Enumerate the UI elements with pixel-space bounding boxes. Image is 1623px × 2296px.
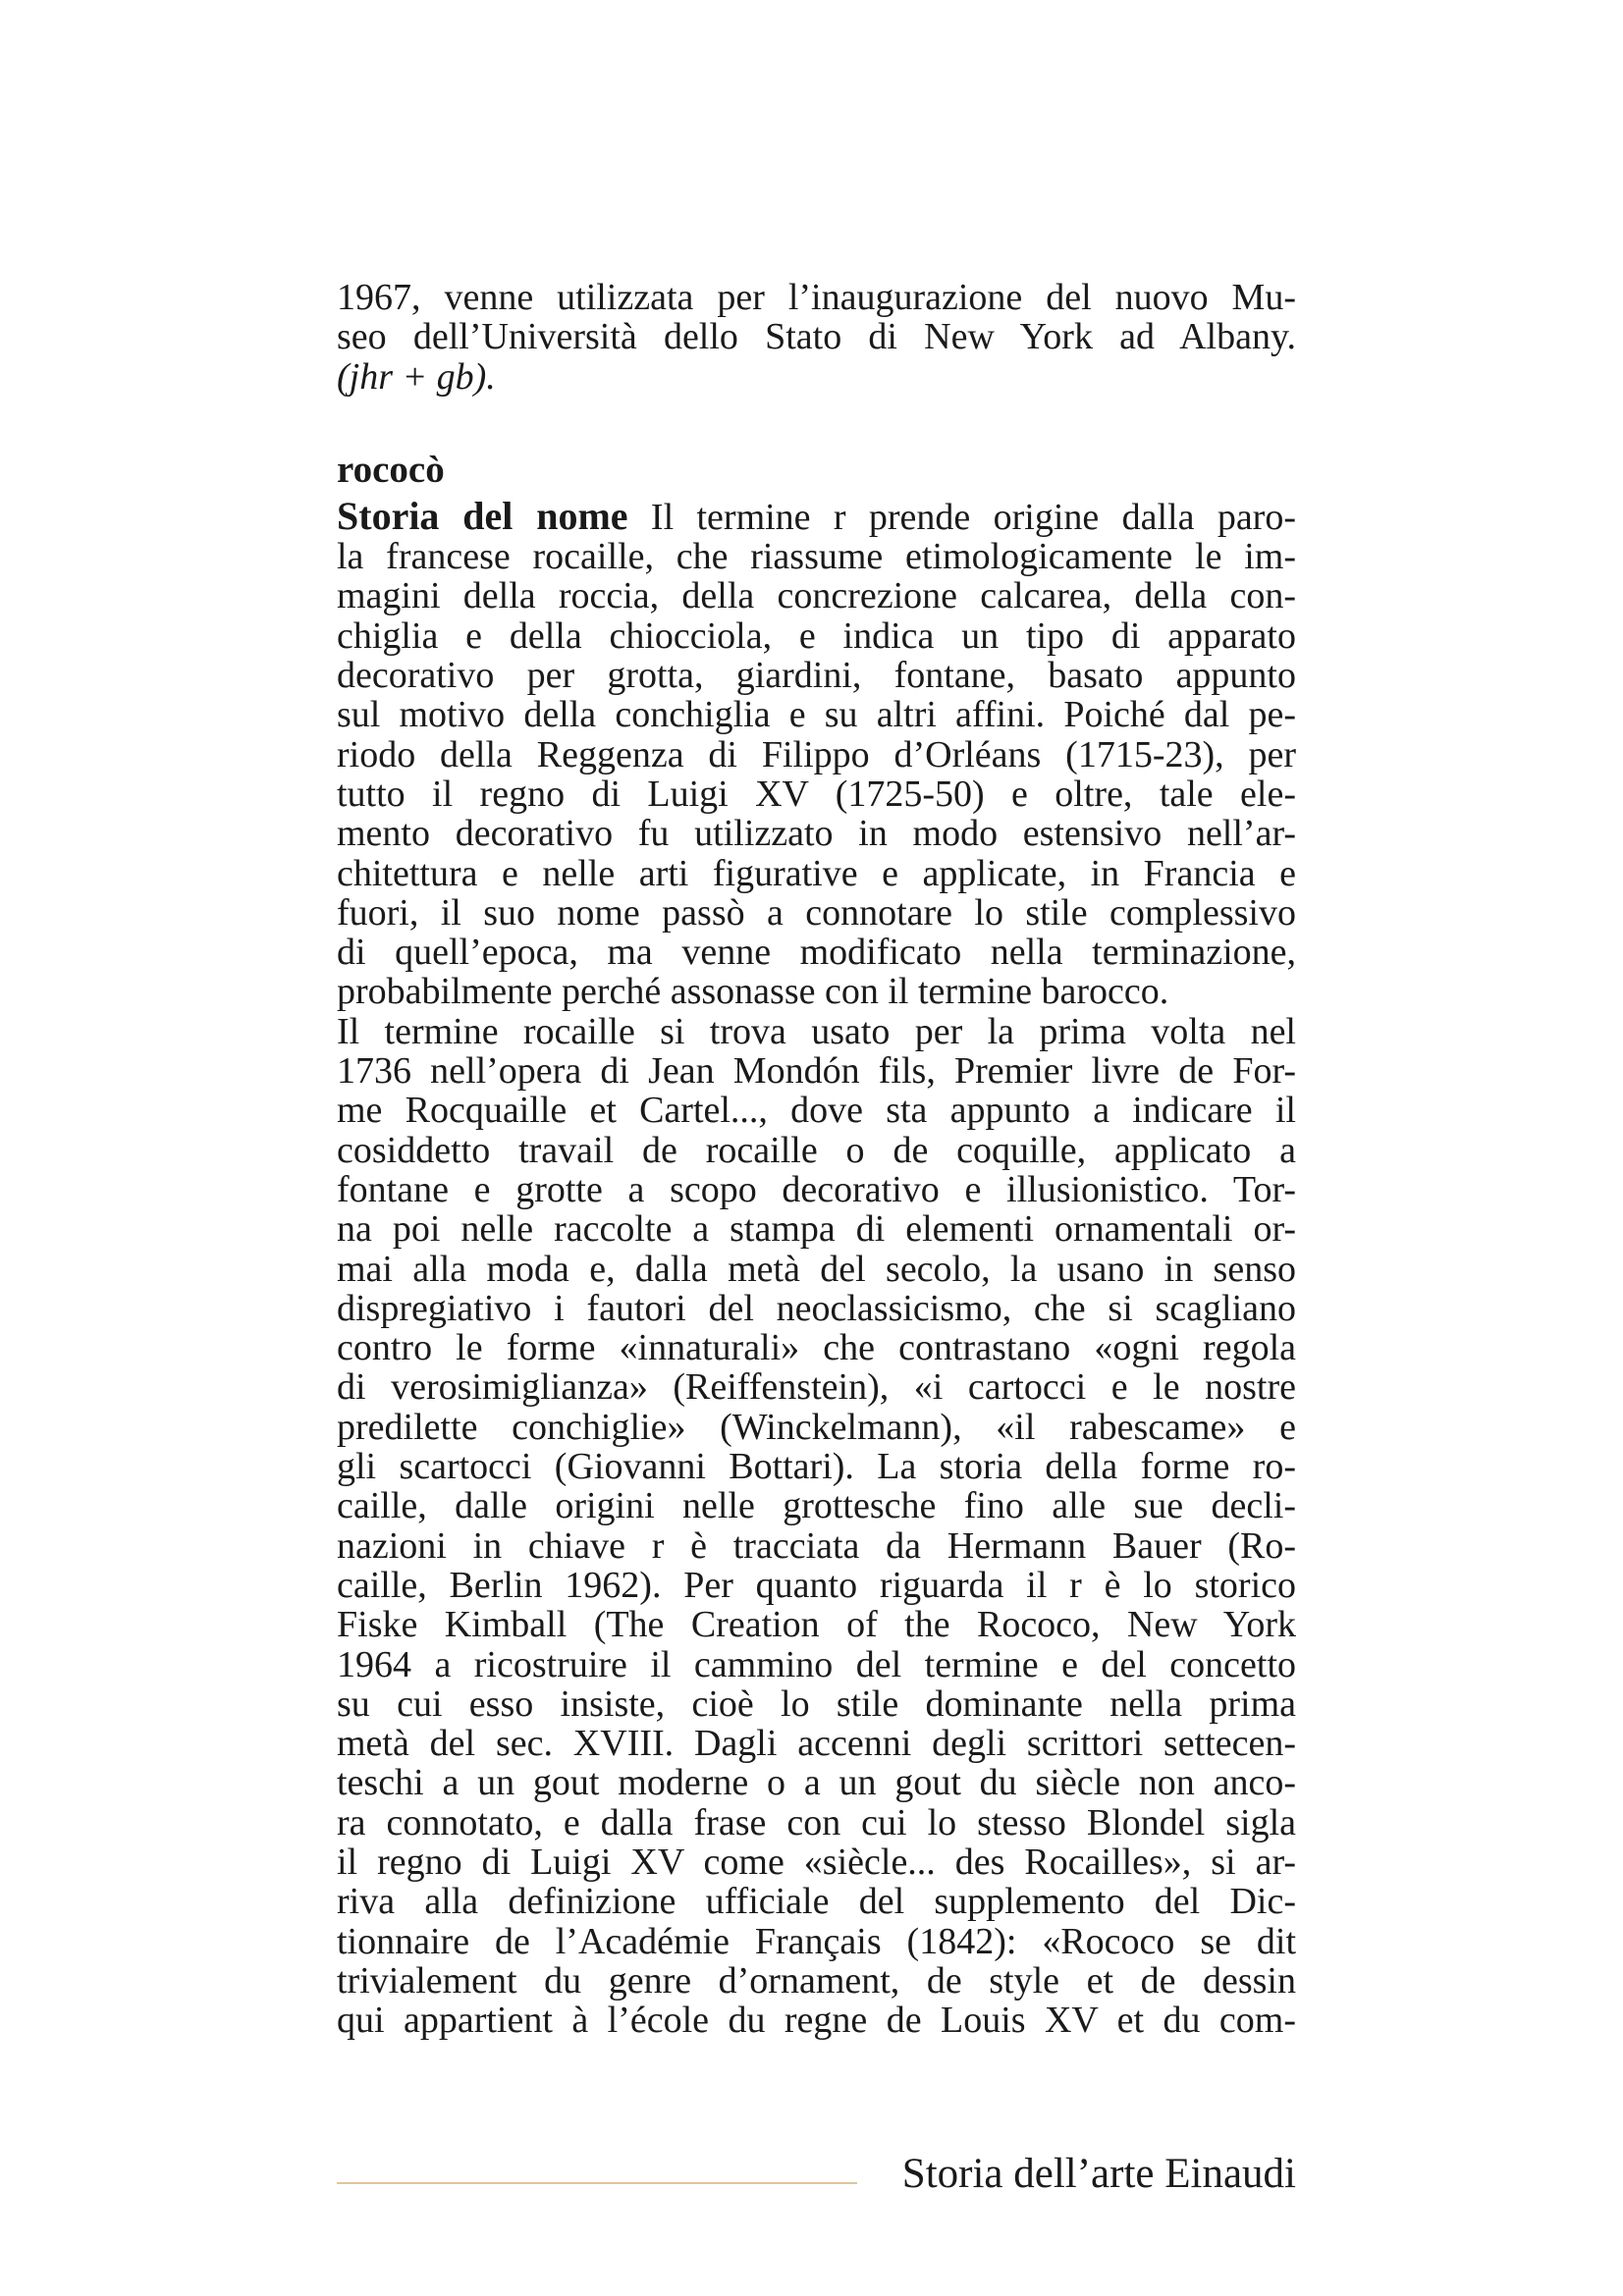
text-line: la francese rocaille, che riassume etimologicamente le im- [337, 536, 1296, 578]
text-line: caille, dalle origini nelle grottesche fino alle sue decli- [337, 1485, 1296, 1527]
text-line: qui appartient à l’école du regne de Louis XV et du com- [337, 2000, 1296, 2042]
author-initials: (jhr + gb). [337, 355, 496, 398]
text-line: mai alla moda e, dalla metà del secolo, la usano in senso [337, 1248, 1296, 1290]
text-line: ra connotato, e dalla frase con cui lo stesso Blondel sigla [337, 1801, 1296, 1843]
text-line: predilette conchiglie» (Winckelmann), «il rabescame» e [337, 1406, 1296, 1448]
entry-paragraph [337, 537, 1296, 2040]
text-fragment: Il termine r prende origine dalla paro- [627, 496, 1296, 538]
text-line: metà del sec. XVIII. Dagli accenni degli scrittori settecen- [337, 1723, 1296, 1765]
text-line: decorativo per grotta, giardini, fontane, basato appunto [337, 655, 1296, 697]
text-line: gli scartocci (Giovanni Bottari). La storia della forme ro- [337, 1446, 1296, 1488]
intro-paragraph [337, 278, 1296, 397]
text-line: contro le forme «innaturali» che contrastano «ogni regola [337, 1327, 1296, 1369]
text-line: cosiddetto travail de rocaille o de coquille, applicato a [337, 1129, 1296, 1171]
text-line: magini della roccia, della concrezione calcarea, della con- [337, 575, 1296, 617]
text-line: riodo della Reggenza di Filippo d’Orléans (1715-23), per [337, 733, 1296, 775]
text-line: di quell’epoca, ma venne modificato nella terminazione, [337, 932, 1296, 974]
text-line: su cui esso insiste, cioè lo stile dominante nella prima [337, 1682, 1296, 1725]
text-line: fontane e grotte a scopo decorativo e illusionistico. Tor- [337, 1168, 1296, 1210]
text-line: teschi a un gout moderne o a un gout du siècle non anco- [337, 1762, 1296, 1804]
page-body [337, 278, 1296, 2040]
entry-headword: rococò [337, 448, 445, 491]
text-line: fuori, il suo nome passò a connotare lo stile complessivo [337, 891, 1296, 934]
text-line: me Rocquaille et Cartel..., dove sta appunto a indicare il [337, 1090, 1296, 1132]
text-line: Il termine rocaille si trova usato per la prima volta nel [337, 1010, 1296, 1052]
text-line: riva alla definizione ufficiale del supplemento del Dic- [337, 1881, 1296, 1923]
text-line: chitettura e nelle arti figurative e applicate, in Francia e [337, 852, 1296, 894]
text-line: tutto il regno di Luigi XV (1725-50) e oltre, tale ele- [337, 773, 1296, 815]
text-line: 1736 nell’opera di Jean Mondón fils, Premier livre de For- [337, 1050, 1296, 1093]
text-line: caille, Berlin 1962). Per quanto riguarda il r è lo storico [337, 1564, 1296, 1606]
text-line: il regno di Luigi XV come «siècle... des Rocailles», si ar- [337, 1841, 1296, 1883]
text-line: di verosimiglianza» (Reiffenstein), «i cartocci e le nostre [337, 1366, 1296, 1409]
text-line: chiglia e della chiocciola, e indica un tipo di apparato [337, 614, 1296, 657]
text-line: 1964 a ricostruire il cammino del termine e del concetto [337, 1643, 1296, 1685]
entry-first-line [337, 493, 1296, 538]
text-line: nazioni in chiave r è tracciata da Hermann Bauer (Ro- [337, 1524, 1296, 1567]
text-line: mento decorativo fu utilizzato in modo estensivo nell’ar- [337, 813, 1296, 855]
footer-label: Storia dell’arte Einaudi [901, 2151, 1296, 2197]
text-line: seo dell’Università dello Stato di New York ad Albany. [337, 316, 1296, 358]
text-line: trivialement du genre d’ornament, de style et de dessin [337, 1959, 1296, 2002]
text-line: Fiske Kimball (The Creation of the Rococo, New York [337, 1604, 1296, 1646]
text-line: dispregiativo i fautori del neoclassicismo, che si scagliano [337, 1287, 1296, 1329]
footer-rule [337, 2182, 857, 2184]
text-line: sul motivo della conchiglia e su altri affini. Poiché dal pe- [337, 694, 1296, 736]
text-line: probabilmente perché assonasse con il termine barocco. [337, 971, 1169, 1013]
text-line: tionnaire de l’Académie Français (1842): «Rococo se dit [337, 1920, 1296, 1962]
text-line: 1967, venne utilizzata per l’inaugurazione del nuovo Mu- [337, 277, 1296, 318]
section-title: Storia del nome [337, 493, 628, 538]
text-line: na poi nelle raccolte a stampa di elementi ornamentali or- [337, 1208, 1296, 1251]
